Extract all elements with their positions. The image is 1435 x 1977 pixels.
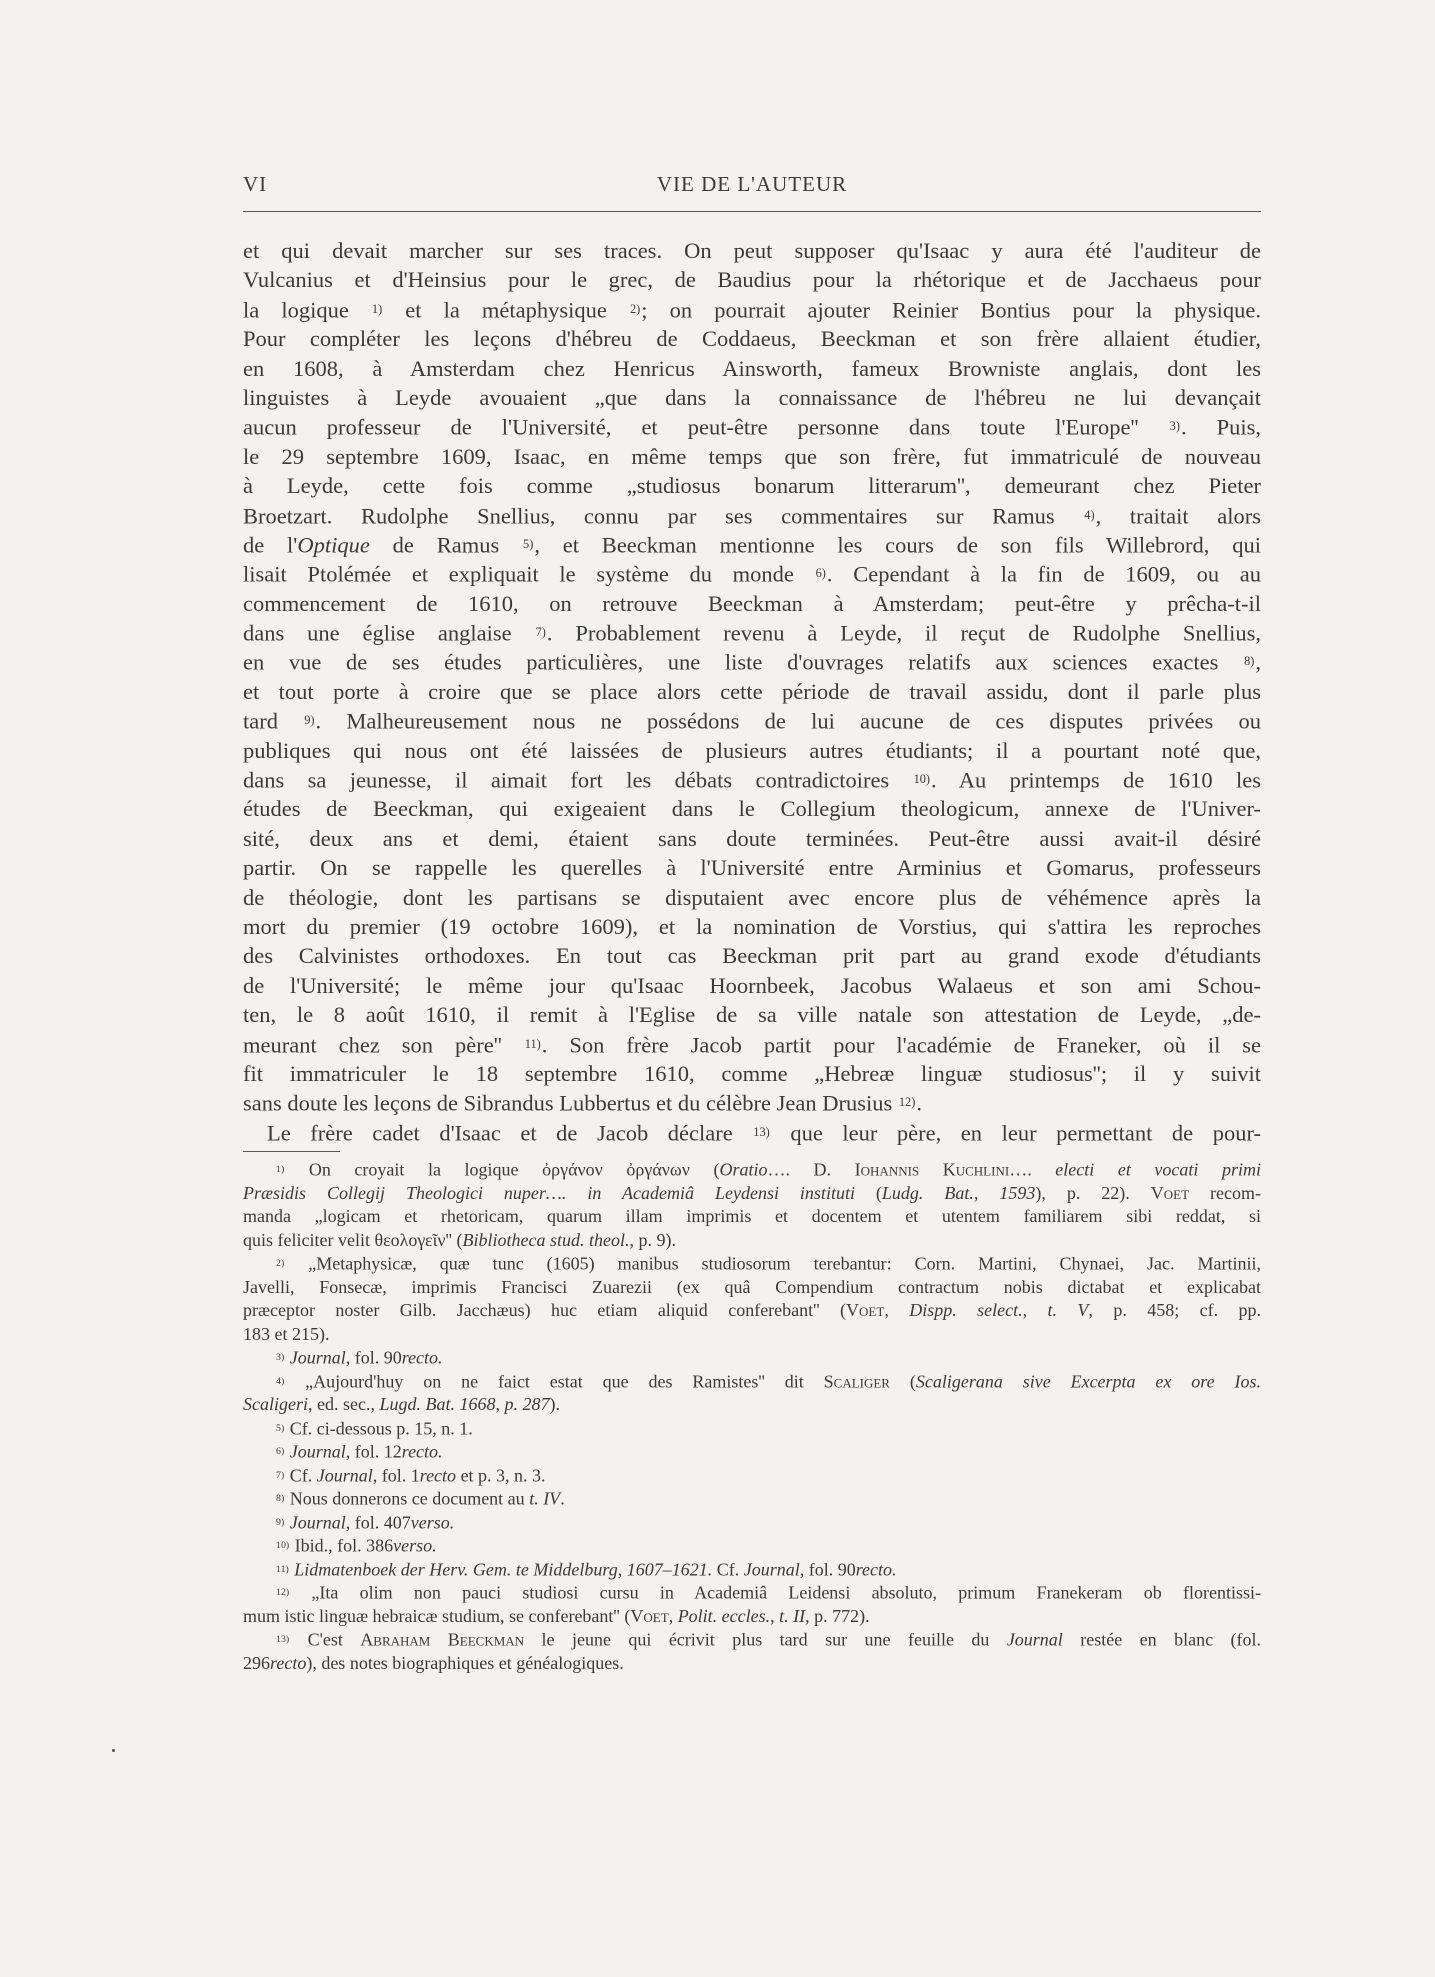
text-line [243,794,1261,823]
footnote-marker: 8) [1244,654,1255,669]
text-run: la logique [243,297,371,323]
text-run: ( [889,1370,916,1391]
italic-text: Journal [289,1441,346,1462]
italic-text: Journal [1006,1629,1063,1650]
footnotes [243,1158,1261,1675]
text-run: sans doute les leçons de Sibrandus Lubbertus et du célèbre Jean Drusius [243,1090,898,1116]
italic-text: t. IV [529,1488,561,1509]
text-line [243,559,1261,588]
footnote-marker: 4) [276,1375,285,1387]
text-run: linguistes à Leyde avouaient „que dans la connaissance de l'hébreu ne lui devançait [243,384,1261,410]
text-run: ). [549,1394,560,1414]
text-run: ( [854,1182,882,1203]
italic-text: Scaligeri [243,1394,308,1414]
text-run: , [884,1300,910,1320]
text-line [243,647,1261,676]
footnote-line [243,1652,1261,1676]
italic-text: t. II [779,1605,806,1626]
footnote-marker: 13) [753,1124,770,1139]
text-run: lisait Ptolémée et expliquait le système du monde [243,561,815,587]
text-line [243,1059,1261,1088]
text-run: dans sa jeunesse, il aimait fort les débats contradictoires [243,767,913,793]
italic-text: Ludg. Bat., 1593 [881,1182,1036,1203]
text-run: …. [1009,1159,1056,1180]
text-run: , fol. 90 [345,1347,402,1368]
text-run: C'est [290,1629,361,1650]
footnote-line [243,1276,1261,1300]
text-line [243,677,1261,706]
text-line [243,941,1261,970]
text-run: , [770,1605,780,1626]
text-line [243,765,1261,794]
small-caps-name: Voet [1150,1182,1190,1203]
footnote-marker: 10) [276,1540,290,1551]
text-run: partir. On se rappelle les querelles à l'Université entre Arminius et Gomarus, professeurs [243,855,1261,881]
text-run: de l' [243,532,298,558]
text-run: quis feliciter velit θεολογεῖν'' ( [243,1229,463,1250]
italic-text: Journal [743,1558,800,1579]
footnote-line [243,1346,1261,1370]
text-run: Ibid., fol. 386 [290,1535,394,1556]
text-run: dans une église anglaise [243,620,535,646]
italic-text: Scaligerana sive Excerpta ex ore Ios. [915,1370,1261,1391]
italic-text: Optique [297,532,370,558]
footnote-marker: 2) [276,1258,285,1269]
text-line [243,530,1261,559]
text-run: de théologie, dont les partisans se disputaient avec encore plus de véhémence après la [243,884,1261,910]
text-line [243,383,1261,412]
text-run: , fol. 12 [345,1441,402,1462]
footnote-marker: 13) [276,1634,290,1645]
text-run: et qui devait marcher sur ses traces. On peut supposer qu'Isaac y aura été l'auditeur de [243,238,1261,263]
italic-text: Polit. eccles. [677,1605,771,1626]
footnote-marker: 1) [276,1164,285,1175]
text-run: Cf. ci-dessous p. 15, n. 1. [285,1417,473,1438]
text-run: mort du premier (19 octobre 1609), et la nomination de Vorstius, qui s'attira les reproches [243,913,1261,939]
page-number: VI [243,172,268,196]
text-run: …. D. [767,1159,855,1180]
text-run: tard [243,708,304,734]
footnote-marker: 9) [304,713,315,728]
text-run: „Metaphysicæ, quæ tunc (1605) manibus studiosorum terebantur: Corn. Martini, Chynaei, Jac. Martinii, [285,1253,1261,1274]
text-run: Pour compléter les leçons d'hébreu de Coddaeus, Beeckman et son frère allaient étudier, [243,326,1261,352]
text-run: . Malheureusement nous ne possédons de lui aucune de ces disputes privées ou [315,708,1262,734]
footnote-line [243,1182,1261,1206]
text-run: . Son frère Jacob partit pour l'académie de Franeker, où il se [541,1031,1261,1057]
text-run: , fol. 407 [345,1511,411,1532]
footnote-marker: 7) [535,625,546,640]
italic-text: t. V [1047,1300,1089,1320]
text-run: . Puis, [1180,414,1261,440]
footnote-line [243,1464,1261,1488]
text-run: commencement de 1610, on retrouve Beeckman à Amsterdam; peut-être y prêcha-t-il [243,590,1261,616]
text-line [243,618,1261,647]
footnote-marker: 12) [898,1095,916,1110]
footnote-line [243,1534,1261,1558]
italic-text: Lugd. Bat. 1668, p. 287 [379,1394,550,1414]
text-run: „Ita olim non pauci studiosi cursu in Academiâ Leidensi absoluto, primum Franekeram ob florentissi- [290,1582,1261,1603]
text-run: Cf. [712,1558,744,1579]
text-run: des Calvinistes orthodoxes. En tout cas Beeckman prit part au grand exode d'étudiants [243,943,1261,969]
footnote-marker: 5) [523,536,534,551]
italic-text: verso. [393,1535,437,1556]
footnote-marker: 5) [276,1422,285,1434]
text-line [243,324,1261,353]
text-run: recom- [1189,1182,1262,1203]
text-line [243,1000,1261,1029]
text-run: Vulcanius et d'Heinsius pour le grec, de Baudius pour la rhétorique et de Jacchaeus pour [243,267,1261,293]
text-run: 183 et 215). [243,1323,330,1344]
text-run: fit immatriculer le 18 septembre 1610, comme „Hebreæ linguæ studiosus''; il y suivit [243,1060,1261,1086]
running-header [243,172,1261,202]
footnote-marker: 4) [1084,507,1095,522]
small-caps-name: Voet [630,1605,669,1626]
text-run: publiques qui nous ont été laissées de plusieurs autres étudiants; il a pourtant noté que, [243,737,1261,763]
running-title: VIE DE L'AUTEUR [656,172,848,196]
text-line [243,706,1261,735]
small-caps-name: Scaliger [823,1370,890,1391]
text-run: . Probablement revenu à Leyde, il reçut de Rudolphe Snellius, [546,620,1261,646]
footnote-marker: 1) [371,301,383,316]
text-line [243,883,1261,912]
text-run: en 1608, à Amsterdam chez Henricus Ainsworth, fameux Browniste anglais, dont les [243,355,1261,381]
text-line [243,354,1261,383]
text-line [243,412,1261,441]
text-run: à Leyde, cette fois comme „studiosus bonarum litterarum'', demeurant chez Pieter [243,473,1261,499]
text-line [243,912,1261,941]
text-run: ), des notes biographiques et généalogiques. [306,1652,624,1673]
text-run: manda „logicam et rhetoricam, quarum illam imprimis et docentem et utentem familiarem sibi reddat, si [243,1206,1261,1226]
text-run: , p. 9). [629,1229,677,1250]
text-line [243,1030,1261,1059]
text-run: , fol. 90 [799,1558,856,1579]
italic-text: Dispp. select. [909,1300,1023,1320]
text-run: le jeune qui écrivit plus tard sur une feuille du [524,1629,1007,1650]
text-line [243,236,1261,265]
text-line [243,501,1261,530]
footnote-line [243,1511,1261,1535]
footnote-line [243,1393,1261,1417]
italic-text: Bibliotheca stud. theol. [462,1229,630,1250]
main-text [243,236,1261,1147]
text-line [243,853,1261,882]
text-run: , p. 458; cf. pp. [1088,1300,1262,1320]
footnote-marker: 3) [1169,419,1180,434]
text-run: , p. 772). [805,1605,870,1626]
text-run: le 29 septembre 1609, Isaac, en même temps que son frère, fut immatriculé de nouveau [243,443,1261,469]
footnote-marker: 8) [276,1493,285,1504]
italic-text: Præsidis Collegij Theologici nuper…. in Academiâ Leydensi instituti [243,1182,855,1203]
text-run: aucun professeur de l'Université, et peut-être personne dans toute l'Europe'' [243,414,1169,440]
small-caps-name: Voet [846,1300,885,1320]
footnote-marker: 10) [913,772,931,787]
footnote-line [243,1581,1261,1605]
text-line [243,442,1261,471]
italic-text: Journal [316,1464,373,1485]
text-run: ), p. 22). [1035,1182,1151,1203]
text-line [243,736,1261,765]
text-run: restée en blanc (fol. [1062,1629,1261,1650]
text-run: ; on pourrait ajouter Reinier Bontius pour la physique. [641,297,1261,323]
text-run: de l'Université; le même jour qu'Isaac Hoornbeek, Jacobus Walaeus et son ami Schou- [243,972,1261,998]
footnote-marker: 7) [276,1469,285,1481]
text-run: . Cependant à la fin de 1609, ou au [826,561,1261,587]
footnote-line [243,1205,1261,1229]
text-line [243,1118,1261,1147]
footnote-marker: 12) [276,1587,290,1598]
footnote-marker: 3) [276,1352,285,1363]
italic-text: recto. [855,1558,897,1579]
small-caps-name: Abraham Beeckman [360,1629,525,1650]
footnote-line [243,1229,1261,1253]
text-run: , [668,1605,678,1626]
italic-text: Journal [289,1347,346,1368]
footnote-separator [243,1151,340,1152]
footnote-line [243,1417,1261,1441]
italic-text: Oratio [719,1159,768,1180]
text-run: de Ramus [369,532,523,558]
text-run: „Aujourd'huy on ne faict estat que des Ramistes'' dit [285,1370,824,1391]
footnote-line [243,1605,1261,1629]
footnote-line [243,1487,1261,1511]
text-run: , [1255,649,1261,675]
text-run: Cf. [285,1464,317,1485]
scan-speck [112,1749,115,1752]
footnote-marker: 9) [276,1516,285,1528]
italic-text: verso. [410,1511,455,1532]
text-run: en vue de ses études particulières, une liste d'ouvrages relatifs aux sciences exactes [243,649,1244,675]
footnote-line [243,1323,1261,1347]
text-line [243,265,1261,294]
small-caps-name: Iohannis Kuchlini [854,1159,1010,1180]
italic-text: recto [270,1652,307,1673]
italic-text: electi et vocati primi [1055,1159,1261,1180]
footnote-line [243,1252,1261,1276]
text-run: , fol. 1 [372,1464,420,1485]
italic-text: Journal [289,1511,346,1532]
footnote-line [243,1299,1261,1323]
text-run: Nous donnerons ce document au [285,1488,530,1509]
footnote-line [243,1370,1261,1394]
footnote-line [243,1440,1261,1464]
italic-text: recto. [401,1441,443,1462]
text-run: ten, le 8 août 1610, il remit à l'Eglise de sa ville natale son attestation de Leyde, „de- [243,1002,1261,1028]
text-run: sité, deux ans et demi, étaient sans doute terminées. Peut-être aussi avait-il désiré [243,825,1261,851]
footnote-line [243,1628,1261,1652]
text-line [243,1088,1261,1117]
footnote-marker: 11) [276,1563,289,1575]
footnote-marker: 6) [276,1446,285,1457]
text-run: 296 [243,1652,270,1673]
text-run: Javelli, Fonsecæ, imprimis Francisci Zuarezii (ex quâ Compendium contractum nobis dictabat et explicabat [243,1276,1261,1297]
text-run: . [916,1090,922,1116]
text-line [243,589,1261,618]
footnote-marker: 11) [524,1036,541,1051]
footnote-marker: 6) [815,566,826,581]
text-line [243,471,1261,500]
text-run: et tout porte à croire que se place alors cette période de travail assidu, dont il parle plus [243,678,1261,704]
text-run: . Au printemps de 1610 les [931,767,1262,793]
text-run: Le frère cadet d'Isaac et de Jacob déclare [267,1120,753,1146]
text-run: On croyait la logique ὀργάνον ὀργάνων ( [285,1159,720,1180]
text-line [243,971,1261,1000]
text-line [243,824,1261,853]
text-run: . [560,1488,565,1509]
footnote-line [243,1158,1261,1182]
text-run: et p. 3, n. 3. [456,1464,546,1485]
italic-text: Lidmatenboek der Herv. Gem. te Middelburg, 1607–1621. [294,1558,713,1579]
italic-text: recto. [401,1347,443,1368]
text-run: , [1022,1300,1048,1320]
text-run: études de Beeckman, qui exigeaient dans le Collegium theologicum, annexe de l'Univer- [243,796,1261,822]
text-run: et la métaphysique [383,297,629,323]
text-run: , et Beeckman mentionne les cours de son fils Willebrord, qui [534,532,1261,558]
text-run: meurant chez son père'' [243,1031,524,1057]
text-run: mum istic linguæ hebraicæ studium, se conferebant'' ( [243,1605,631,1626]
text-line [243,295,1261,324]
text-run: que leur père, en leur permettant de pour- [770,1120,1261,1146]
text-run: Broetzart. Rudolphe Snellius, connu par ses commentaires sur Ramus [243,502,1084,528]
text-run: , ed. sec., [308,1394,380,1414]
footnote-line [243,1558,1261,1582]
italic-text: recto [419,1464,457,1485]
text-run: præceptor noster Gilb. Jacchæus) huc etiam aliquid conferebant'' ( [243,1300,847,1320]
text-run: , traitait alors [1095,502,1261,528]
header-rule [243,211,1261,212]
footnote-marker: 2) [629,301,641,316]
